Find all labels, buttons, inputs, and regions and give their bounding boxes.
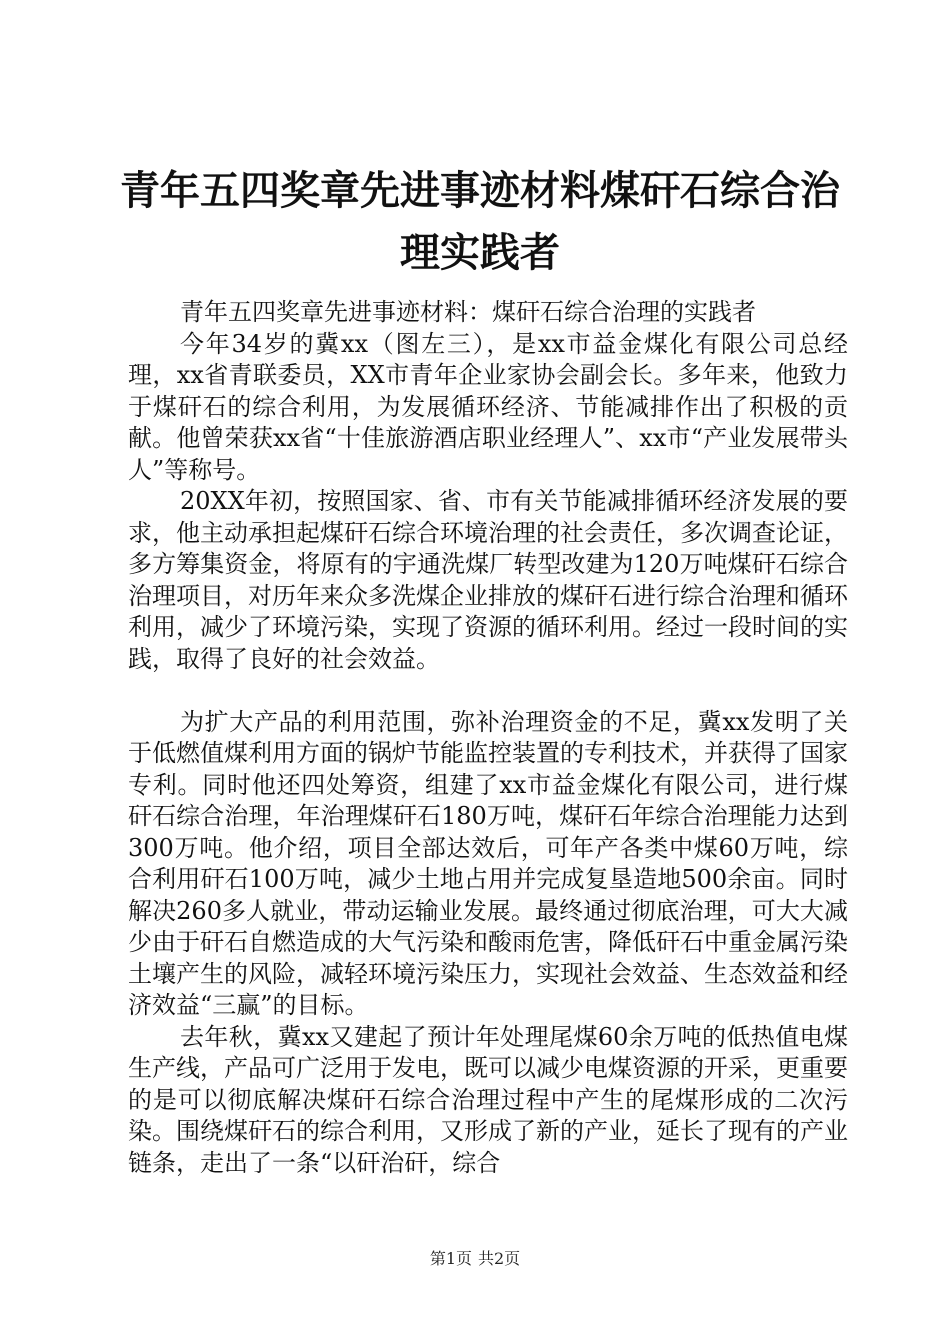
document-title: 青年五四奖章先进事迹材料煤矸石综合治理实践者 [120,167,840,276]
page-footer [0,1246,950,1269]
paragraph-introduction: 今年34岁的冀xx（图左三），是xx市益金煤化有限公司总经理，xx省青联委员，XX市青年企业家协会副会长。多年来，他致力于煤矸石的综合利用，为发展循环经济、节能减排作出了积极的贡献。他曾荣获xx省“十佳旅游酒店职业经理人”、xx市“产业发展带头人”等称号。 [128,329,848,484]
page-total: 共2页 [478,1249,521,1268]
page-number: 第1页 [429,1249,472,1268]
document-body [128,297,848,1179]
paragraph-project: 20XX年初，按照国家、省、市有关节能减排循环经济发展的要求，他主动承担起煤矸石综合环境治理的社会责任，多次调查论证，多方筹集资金，将原有的宇通洗煤厂转型改建为120万吨煤矸石综合治理项目，对历年来众多洗煤企业排放的煤矸石进行综合治理和循环利用，减少了环境污染，实现了资源的循环利用。经过一段时间的实践，取得了良好的社会效益。 [128,487,848,673]
paragraph-patent: 为扩大产品的利用范围，弥补治理资金的不足，冀xx发明了关于低燃值煤利用方面的锅炉节能监控装置的专利技术，并获得了国家专利。同时他还四处筹资，组建了xx市益金煤化有限公司，进行煤矸石综合治理，年治理煤矸石180万吨，煤矸石年综合治理能力达到300万吨。他介绍，项目全部达效后，可年产各类中煤60万吨，综合利用矸石100万吨，减少土地占用并完成复垦造地500余亩。同时解决260多人就业，带动运输业发展。最终通过彻底治理，可大大减少由于矸石自燃造成的大气污染和酸雨危害，降低矸石中重金属污染土壤产生的风险，减轻环境污染压力，实现社会效益、生态效益和经济效益“三赢”的目标。 [128,707,848,1019]
paragraph-subtitle: 青年五四奖章先进事迹材料：煤矸石综合治理的实践者 [180,298,756,326]
paragraph-production-line: 去年秋，冀xx又建起了预计年处理尾煤60余万吨的低热值电煤生产线，产品可广泛用于发电，既可以减少电煤资源的开采，更重要的是可以彻底解决煤矸石综合治理过程中产生的尾煤形成的二次污染。围绕煤矸石的综合利用，又形成了新的产业，延长了现有的产业链条，走出了一条“以矸治矸，综合 [128,1022,848,1177]
